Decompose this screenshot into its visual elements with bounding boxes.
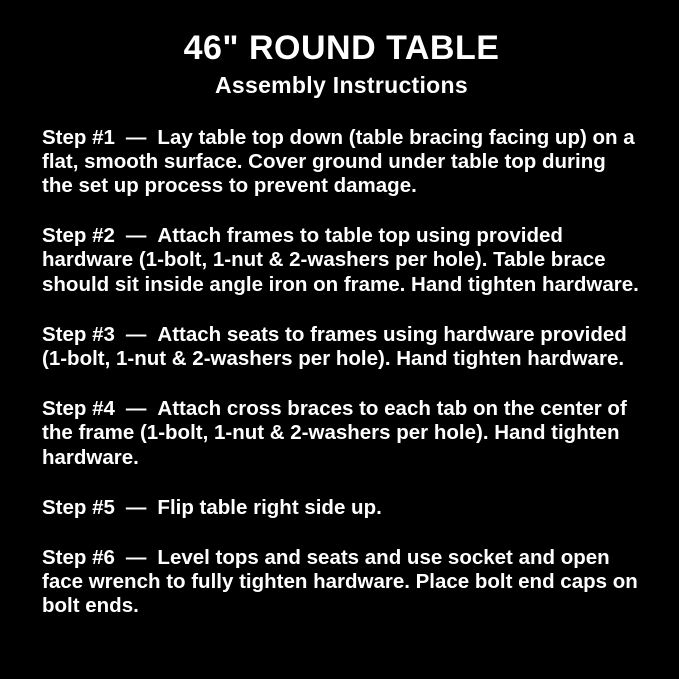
step-1 bbox=[42, 126, 641, 199]
em-dash: — bbox=[125, 545, 147, 569]
em-dash: — bbox=[125, 322, 147, 346]
steps-list bbox=[42, 126, 641, 619]
step-2-label: Step #2 bbox=[42, 224, 115, 248]
step-1-text: Lay table top down (table bracing facing up) on a flat, smooth surface. Cover ground under table top during the set up process to prevent damage. bbox=[42, 125, 635, 198]
step-4-label: Step #4 bbox=[42, 397, 115, 421]
step-2 bbox=[42, 224, 641, 297]
step-3 bbox=[42, 323, 641, 371]
step-5 bbox=[42, 496, 641, 520]
em-dash: — bbox=[125, 224, 147, 248]
em-dash: — bbox=[125, 495, 147, 519]
step-5-label: Step #5 bbox=[42, 495, 115, 519]
step-2-text: Attach frames to table top using provided hardware (1-bolt, 1-nut & 2-washers per hole). Table brace should sit inside angle iron on frame. Hand tighten hardware. bbox=[42, 224, 639, 296]
page-subtitle: Assembly Instructions bbox=[215, 72, 468, 99]
step-3-text: Attach seats to frames using hardware provided (1-bolt, 1-nut & 2-washers per hole). Hand tighten hardware. bbox=[42, 322, 627, 370]
em-dash: — bbox=[125, 397, 147, 421]
step-6-text: Level tops and seats and use socket and open face wrench to fully tighten hardware. Place bolt end caps on bolt ends. bbox=[42, 545, 638, 618]
step-6-label: Step #6 bbox=[42, 545, 115, 569]
step-1-label: Step #1 bbox=[42, 125, 115, 149]
step-6 bbox=[42, 546, 641, 619]
em-dash: — bbox=[125, 125, 147, 149]
page-title: 46" ROUND TABLE bbox=[183, 29, 500, 67]
step-3-label: Step #3 bbox=[42, 322, 115, 346]
step-4 bbox=[42, 397, 641, 470]
step-5-text: Flip table right side up. bbox=[157, 495, 382, 519]
step-4-text: Attach cross braces to each tab on the center of the frame (1-bolt, 1-nut & 2-washers per hole). Hand tighten hardware. bbox=[42, 397, 627, 469]
